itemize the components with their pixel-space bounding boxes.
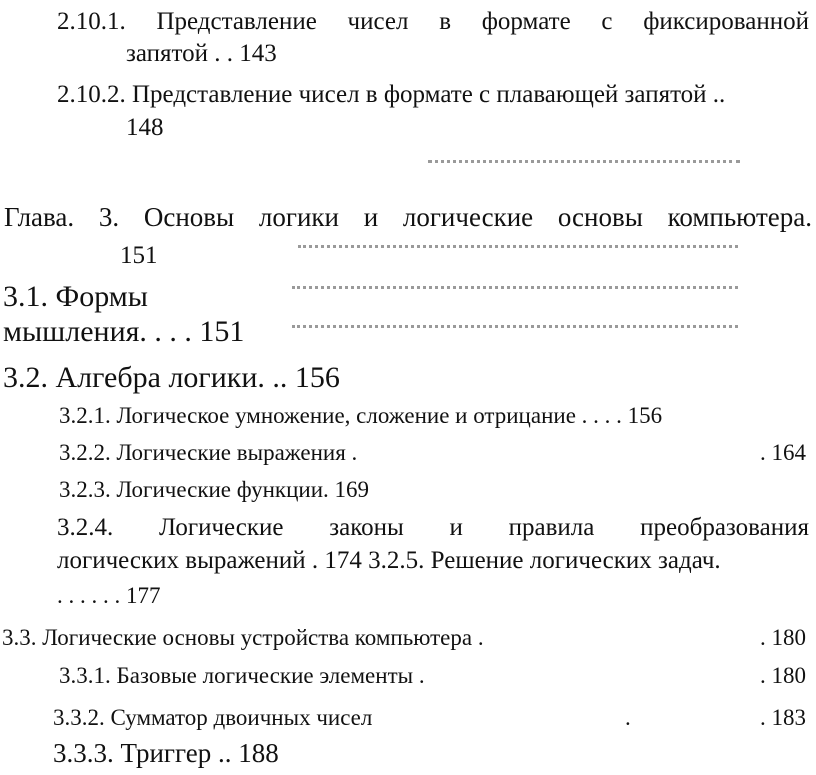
- toc-entry-3-2-4: 3.2.4. Логические законы и правила преобразования: [57, 514, 809, 541]
- toc-section-3-1-page: мышления. . . . 151: [3, 315, 245, 348]
- toc-entry-3-2-3: 3.2.3. Логические функции. 169: [59, 477, 370, 502]
- toc-entry-2-10-2-page: 148: [126, 114, 164, 141]
- toc-entry-3-3-2-dot: .: [625, 705, 631, 730]
- toc-section-3-3: 3.3. Логические основы устройства компьютера .: [2, 625, 484, 650]
- toc-entry-2-10-2: 2.10.2. Представление чисел в формате с плавающей запятой ..: [57, 81, 726, 108]
- toc-section-3-3-page: . 180: [760, 625, 806, 650]
- toc-entry-3-3-2: 3.3.2. Сумматор двоичных чисел: [53, 705, 373, 730]
- toc-entry-3-2-1: 3.2.1. Логическое умножение, сложение и отрицание . . . . 156: [59, 403, 663, 428]
- dot-leader: [428, 160, 740, 163]
- dot-leader: [292, 286, 738, 289]
- toc-entry-3-2-5-page: . . . . . . 177: [57, 583, 161, 608]
- toc-entry-2-10-1-page: запятой . . 143: [126, 40, 277, 67]
- toc-chapter-3-page: 151: [120, 242, 158, 269]
- toc-section-3-1: 3.1. Формы: [3, 280, 148, 313]
- toc-entry-3-2-2-page: . 164: [760, 440, 806, 465]
- dot-leader: [298, 245, 738, 248]
- toc-entry-2-10-1: 2.10.1. Представление чисел в формате с фиксированной: [57, 8, 809, 35]
- toc-entry-3-3-3: 3.3.3. Триггер .. 188: [53, 738, 279, 768]
- toc-section-3-2: 3.2. Алгебра логики. .. 156: [3, 361, 340, 394]
- toc-chapter-3: Глава. 3. Основы логики и логические основы компьютера.: [4, 202, 812, 232]
- dot-leader: [292, 325, 738, 328]
- toc-entry-3-2-4-cont: логических выражений . 174 3.2.5. Решение логических задач.: [57, 547, 721, 574]
- toc-entry-3-3-1: 3.3.1. Базовые логические элементы .: [59, 663, 425, 688]
- toc-entry-3-3-2-page: . 183: [760, 705, 806, 730]
- toc-entry-3-3-1-page: . 180: [760, 663, 806, 688]
- toc-entry-3-2-2: 3.2.2. Логические выражения .: [59, 440, 358, 465]
